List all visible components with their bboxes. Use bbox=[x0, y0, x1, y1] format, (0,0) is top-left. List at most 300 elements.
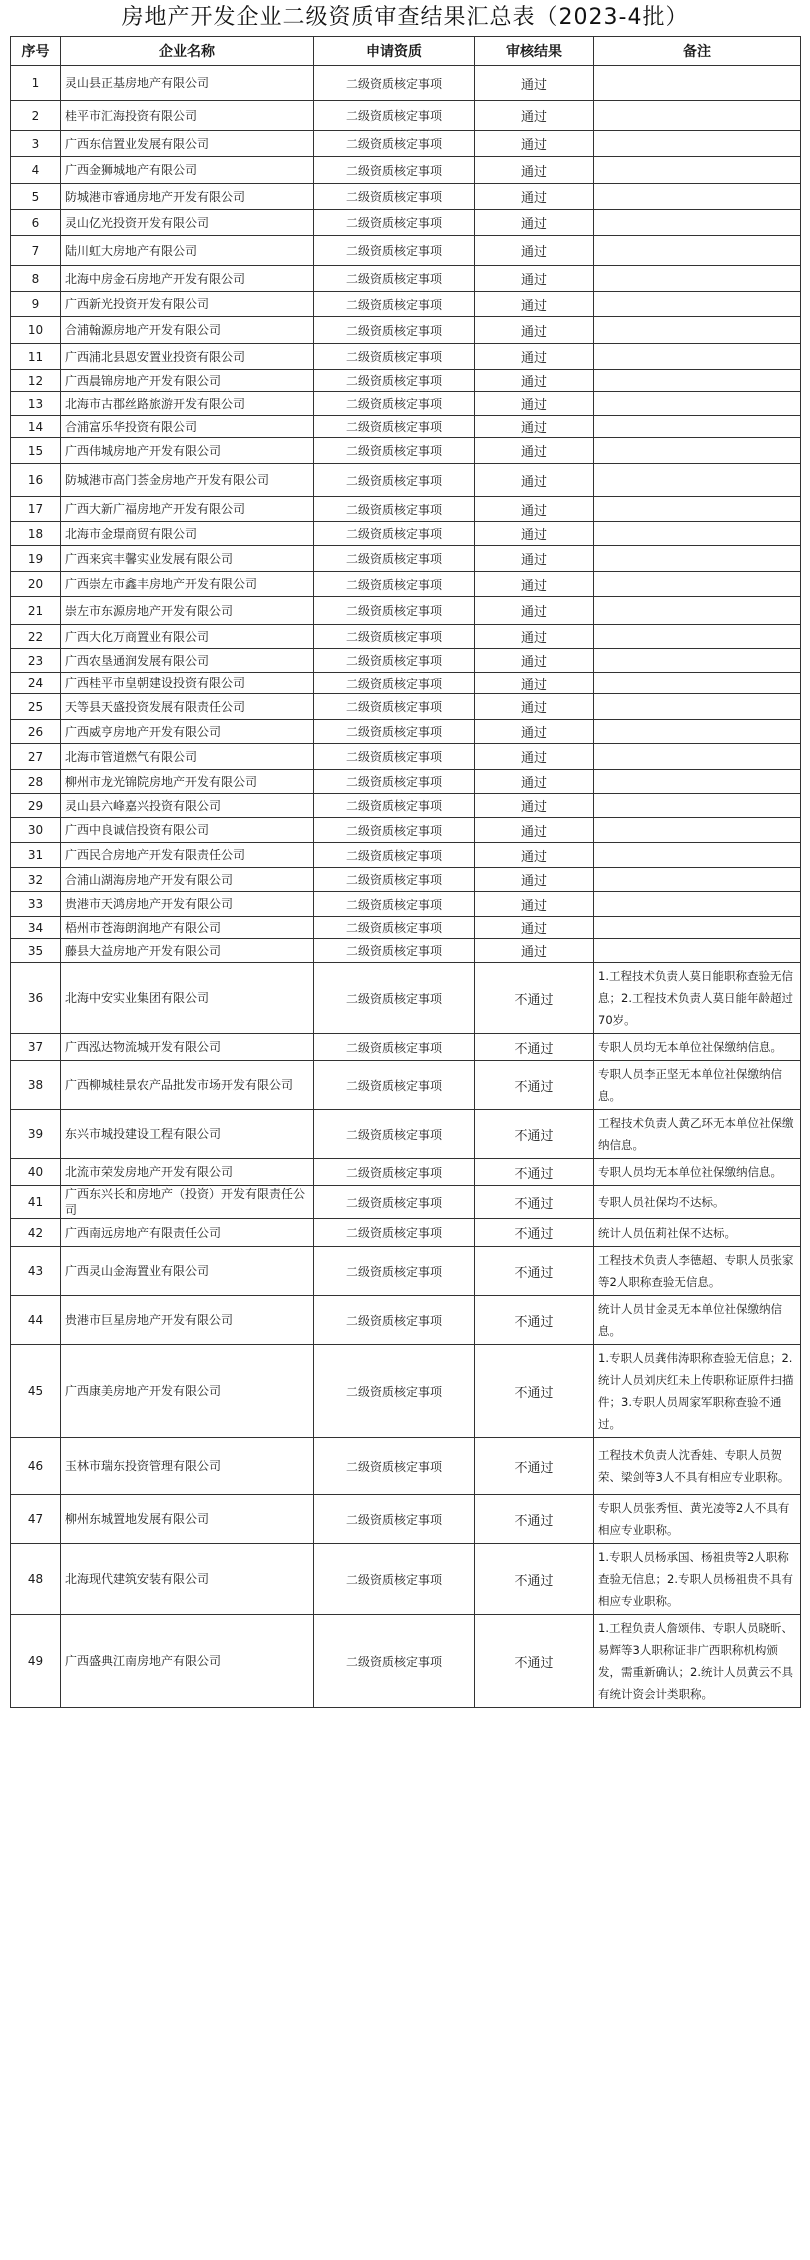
row-remarks bbox=[594, 416, 801, 438]
row-company-name: 广西金狮城地产有限公司 bbox=[61, 157, 314, 184]
row-qualification: 二级资质核定事项 bbox=[314, 1296, 475, 1345]
row-remarks bbox=[594, 720, 801, 744]
row-seq: 16 bbox=[11, 464, 61, 497]
row-remarks: 1.工程负责人詹颂伟、专职人员晓昕、易辉等3人职称证非广西职称机构颁发，需重新确认；2.统计人员黄云不具有统计资会计类职称。 bbox=[594, 1615, 801, 1708]
row-seq: 47 bbox=[11, 1495, 61, 1544]
row-qualification: 二级资质核定事项 bbox=[314, 292, 475, 317]
row-company-name: 防城港市高门荟金房地产开发有限公司 bbox=[61, 464, 314, 497]
row-remarks bbox=[594, 101, 801, 131]
row-seq: 35 bbox=[11, 939, 61, 963]
table-row bbox=[11, 1495, 801, 1544]
row-review-result: 通过 bbox=[475, 438, 594, 464]
row-company-name: 广西桂平市皇朝建设投资有限公司 bbox=[61, 673, 314, 694]
row-seq: 45 bbox=[11, 1345, 61, 1438]
row-qualification: 二级资质核定事项 bbox=[314, 572, 475, 597]
row-company-name: 广西新光投资开发有限公司 bbox=[61, 292, 314, 317]
results-table bbox=[10, 36, 801, 1708]
row-remarks bbox=[594, 266, 801, 292]
row-seq: 25 bbox=[11, 694, 61, 720]
row-qualification: 二级资质核定事项 bbox=[314, 1219, 475, 1247]
row-remarks: 专职人员李正坚无本单位社保缴纳信息。 bbox=[594, 1061, 801, 1110]
row-review-result: 不通过 bbox=[475, 1186, 594, 1219]
row-company-name: 贵港市天鸿房地产开发有限公司 bbox=[61, 892, 314, 917]
table-row bbox=[11, 101, 801, 131]
row-company-name: 东兴市城投建设工程有限公司 bbox=[61, 1110, 314, 1159]
row-seq: 33 bbox=[11, 892, 61, 917]
row-company-name: 桂平市汇海投资有限公司 bbox=[61, 101, 314, 131]
row-company-name: 灵山亿光投资开发有限公司 bbox=[61, 210, 314, 236]
row-company-name: 灵山县正基房地产有限公司 bbox=[61, 66, 314, 101]
table-row bbox=[11, 1296, 801, 1345]
row-seq: 4 bbox=[11, 157, 61, 184]
row-remarks: 专职人员均无本单位社保缴纳信息。 bbox=[594, 1034, 801, 1061]
row-remarks bbox=[594, 597, 801, 625]
row-seq: 31 bbox=[11, 843, 61, 868]
row-review-result: 通过 bbox=[475, 416, 594, 438]
row-remarks bbox=[594, 184, 801, 210]
row-seq: 21 bbox=[11, 597, 61, 625]
row-seq: 43 bbox=[11, 1247, 61, 1296]
table-row bbox=[11, 770, 801, 794]
table-row bbox=[11, 317, 801, 344]
row-qualification: 二级资质核定事项 bbox=[314, 131, 475, 157]
table-row bbox=[11, 744, 801, 770]
row-qualification: 二级资质核定事项 bbox=[314, 184, 475, 210]
row-review-result: 通过 bbox=[475, 344, 594, 370]
row-remarks bbox=[594, 317, 801, 344]
row-seq: 14 bbox=[11, 416, 61, 438]
row-company-name: 梧州市苍海朗润地产有限公司 bbox=[61, 917, 314, 939]
row-remarks bbox=[594, 370, 801, 392]
row-company-name: 防城港市睿通房地产开发有限公司 bbox=[61, 184, 314, 210]
row-remarks bbox=[594, 917, 801, 939]
row-remarks bbox=[594, 649, 801, 673]
row-company-name: 贵港市巨星房地产开发有限公司 bbox=[61, 1296, 314, 1345]
row-seq: 10 bbox=[11, 317, 61, 344]
row-review-result: 通过 bbox=[475, 292, 594, 317]
row-review-result: 不通过 bbox=[475, 963, 594, 1034]
row-company-name: 北海中房金石房地产开发有限公司 bbox=[61, 266, 314, 292]
row-seq: 38 bbox=[11, 1061, 61, 1110]
table-row bbox=[11, 818, 801, 843]
row-company-name: 广西大新广福房地产开发有限公司 bbox=[61, 497, 314, 522]
row-qualification: 二级资质核定事项 bbox=[314, 101, 475, 131]
row-qualification: 二级资质核定事项 bbox=[314, 1247, 475, 1296]
row-review-result: 通过 bbox=[475, 157, 594, 184]
row-review-result: 通过 bbox=[475, 497, 594, 522]
row-remarks: 1.专职人员龚伟涛职称查验无信息；2.统计人员刘庆红未上传职称证原件扫描件；3.专职人员周家军职称查验不通过。 bbox=[594, 1345, 801, 1438]
row-remarks bbox=[594, 818, 801, 843]
row-review-result: 通过 bbox=[475, 101, 594, 131]
row-company-name: 广西中良诚信投资有限公司 bbox=[61, 818, 314, 843]
row-remarks: 专职人员均无本单位社保缴纳信息。 bbox=[594, 1159, 801, 1186]
row-company-name: 广西民合房地产开发有限责任公司 bbox=[61, 843, 314, 868]
row-review-result: 通过 bbox=[475, 744, 594, 770]
row-review-result: 不通过 bbox=[475, 1159, 594, 1186]
table-row bbox=[11, 892, 801, 917]
row-company-name: 北海中安实业集团有限公司 bbox=[61, 963, 314, 1034]
table-row bbox=[11, 131, 801, 157]
header-review-result: 审核结果 bbox=[475, 37, 594, 66]
table-row bbox=[11, 794, 801, 818]
row-company-name: 陆川虹大房地产有限公司 bbox=[61, 236, 314, 266]
row-qualification: 二级资质核定事项 bbox=[314, 522, 475, 546]
row-qualification: 二级资质核定事项 bbox=[314, 1159, 475, 1186]
row-qualification: 二级资质核定事项 bbox=[314, 1544, 475, 1615]
row-qualification: 二级资质核定事项 bbox=[314, 1345, 475, 1438]
table-row bbox=[11, 157, 801, 184]
row-qualification: 二级资质核定事项 bbox=[314, 236, 475, 266]
table-row bbox=[11, 497, 801, 522]
row-company-name: 北海现代建筑安装有限公司 bbox=[61, 1544, 314, 1615]
table-row bbox=[11, 344, 801, 370]
row-company-name: 广西灵山金海置业有限公司 bbox=[61, 1247, 314, 1296]
row-review-result: 通过 bbox=[475, 370, 594, 392]
table-row bbox=[11, 917, 801, 939]
row-qualification: 二级资质核定事项 bbox=[314, 392, 475, 416]
table-row bbox=[11, 1544, 801, 1615]
table-row bbox=[11, 1034, 801, 1061]
table-row bbox=[11, 522, 801, 546]
row-seq: 41 bbox=[11, 1186, 61, 1219]
row-remarks bbox=[594, 66, 801, 101]
row-company-name: 合浦山湖海房地产开发有限公司 bbox=[61, 868, 314, 892]
row-remarks bbox=[594, 868, 801, 892]
row-seq: 18 bbox=[11, 522, 61, 546]
row-qualification: 二级资质核定事项 bbox=[314, 1110, 475, 1159]
row-remarks bbox=[594, 744, 801, 770]
row-review-result: 通过 bbox=[475, 794, 594, 818]
row-review-result: 通过 bbox=[475, 66, 594, 101]
row-review-result: 通过 bbox=[475, 522, 594, 546]
row-company-name: 灵山县六峰嘉兴投资有限公司 bbox=[61, 794, 314, 818]
row-review-result: 通过 bbox=[475, 572, 594, 597]
row-seq: 48 bbox=[11, 1544, 61, 1615]
row-company-name: 广西东信置业发展有限公司 bbox=[61, 131, 314, 157]
row-seq: 27 bbox=[11, 744, 61, 770]
row-seq: 32 bbox=[11, 868, 61, 892]
row-review-result: 通过 bbox=[475, 892, 594, 917]
row-company-name: 合浦翰源房地产开发有限公司 bbox=[61, 317, 314, 344]
row-qualification: 二级资质核定事项 bbox=[314, 416, 475, 438]
row-seq: 29 bbox=[11, 794, 61, 818]
row-company-name: 广西来宾丰馨实业发展有限公司 bbox=[61, 546, 314, 572]
row-qualification: 二级资质核定事项 bbox=[314, 917, 475, 939]
table-row bbox=[11, 464, 801, 497]
row-review-result: 通过 bbox=[475, 464, 594, 497]
row-qualification: 二级资质核定事项 bbox=[314, 464, 475, 497]
row-qualification: 二级资质核定事项 bbox=[314, 1495, 475, 1544]
row-seq: 8 bbox=[11, 266, 61, 292]
table-row bbox=[11, 438, 801, 464]
row-seq: 19 bbox=[11, 546, 61, 572]
row-remarks bbox=[594, 131, 801, 157]
table-row bbox=[11, 939, 801, 963]
table-row bbox=[11, 1345, 801, 1438]
table-row bbox=[11, 370, 801, 392]
row-company-name: 柳州市龙光锦院房地产开发有限公司 bbox=[61, 770, 314, 794]
row-seq: 23 bbox=[11, 649, 61, 673]
table-row bbox=[11, 1186, 801, 1219]
row-company-name: 广西晨锦房地产开发有限公司 bbox=[61, 370, 314, 392]
row-seq: 39 bbox=[11, 1110, 61, 1159]
row-qualification: 二级资质核定事项 bbox=[314, 770, 475, 794]
row-remarks bbox=[594, 843, 801, 868]
row-seq: 49 bbox=[11, 1615, 61, 1708]
table-row bbox=[11, 266, 801, 292]
row-remarks: 工程技术负责人沈香娃、专职人员贺荣、梁剑等3人不具有相应专业职称。 bbox=[594, 1438, 801, 1495]
row-remarks bbox=[594, 794, 801, 818]
row-company-name: 广西农垦通润发展有限公司 bbox=[61, 649, 314, 673]
row-review-result: 通过 bbox=[475, 843, 594, 868]
header-remarks: 备注 bbox=[594, 37, 801, 66]
row-review-result: 通过 bbox=[475, 131, 594, 157]
table-row bbox=[11, 292, 801, 317]
row-remarks bbox=[594, 546, 801, 572]
table-row bbox=[11, 416, 801, 438]
row-qualification: 二级资质核定事项 bbox=[314, 694, 475, 720]
row-company-name: 崇左市东源房地产开发有限公司 bbox=[61, 597, 314, 625]
row-review-result: 通过 bbox=[475, 392, 594, 416]
row-company-name: 柳州东城置地发展有限公司 bbox=[61, 1495, 314, 1544]
row-seq: 20 bbox=[11, 572, 61, 597]
row-review-result: 通过 bbox=[475, 818, 594, 843]
row-qualification: 二级资质核定事项 bbox=[314, 317, 475, 344]
table-row bbox=[11, 236, 801, 266]
row-review-result: 不通过 bbox=[475, 1296, 594, 1345]
row-remarks bbox=[594, 625, 801, 649]
row-qualification: 二级资质核定事项 bbox=[314, 794, 475, 818]
row-review-result: 通过 bbox=[475, 939, 594, 963]
table-row bbox=[11, 843, 801, 868]
row-company-name: 北流市荣发房地产开发有限公司 bbox=[61, 1159, 314, 1186]
row-seq: 40 bbox=[11, 1159, 61, 1186]
row-remarks bbox=[594, 210, 801, 236]
row-company-name: 广西泓达物流城开发有限公司 bbox=[61, 1034, 314, 1061]
table-header-row bbox=[11, 37, 801, 66]
row-company-name: 广西柳城桂景农产品批发市场开发有限公司 bbox=[61, 1061, 314, 1110]
document-title: 房地产开发企业二级资质审查结果汇总表（2023-4批） bbox=[121, 5, 689, 30]
row-review-result: 通过 bbox=[475, 210, 594, 236]
row-qualification: 二级资质核定事项 bbox=[314, 963, 475, 1034]
row-review-result: 通过 bbox=[475, 597, 594, 625]
row-seq: 2 bbox=[11, 101, 61, 131]
row-qualification: 二级资质核定事项 bbox=[314, 720, 475, 744]
row-review-result: 通过 bbox=[475, 184, 594, 210]
row-company-name: 广西南远房地产有限责任公司 bbox=[61, 1219, 314, 1247]
row-qualification: 二级资质核定事项 bbox=[314, 210, 475, 236]
row-company-name: 天等县天盛投资发展有限责任公司 bbox=[61, 694, 314, 720]
row-review-result: 不通过 bbox=[475, 1345, 594, 1438]
table-row bbox=[11, 392, 801, 416]
row-qualification: 二级资质核定事项 bbox=[314, 546, 475, 572]
row-seq: 13 bbox=[11, 392, 61, 416]
row-company-name: 广西盛典江南房地产有限公司 bbox=[61, 1615, 314, 1708]
row-qualification: 二级资质核定事项 bbox=[314, 344, 475, 370]
row-remarks bbox=[594, 892, 801, 917]
row-remarks bbox=[594, 694, 801, 720]
row-seq: 26 bbox=[11, 720, 61, 744]
row-seq: 9 bbox=[11, 292, 61, 317]
row-review-result: 通过 bbox=[475, 625, 594, 649]
table-row bbox=[11, 694, 801, 720]
row-qualification: 二级资质核定事项 bbox=[314, 673, 475, 694]
row-qualification: 二级资质核定事项 bbox=[314, 438, 475, 464]
table-row bbox=[11, 625, 801, 649]
row-qualification: 二级资质核定事项 bbox=[314, 66, 475, 101]
row-seq: 11 bbox=[11, 344, 61, 370]
table-row bbox=[11, 1438, 801, 1495]
row-seq: 15 bbox=[11, 438, 61, 464]
table-row bbox=[11, 720, 801, 744]
row-review-result: 通过 bbox=[475, 917, 594, 939]
row-company-name: 北海市古郡丝路旅游开发有限公司 bbox=[61, 392, 314, 416]
row-remarks: 工程技术负责人李德超、专职人员张家等2人职称查验无信息。 bbox=[594, 1247, 801, 1296]
row-review-result: 通过 bbox=[475, 266, 594, 292]
table-row bbox=[11, 546, 801, 572]
row-company-name: 藤县大益房地产开发有限公司 bbox=[61, 939, 314, 963]
row-seq: 12 bbox=[11, 370, 61, 392]
row-qualification: 二级资质核定事项 bbox=[314, 597, 475, 625]
row-seq: 28 bbox=[11, 770, 61, 794]
row-seq: 6 bbox=[11, 210, 61, 236]
row-seq: 30 bbox=[11, 818, 61, 843]
row-qualification: 二级资质核定事项 bbox=[314, 1061, 475, 1110]
table-row bbox=[11, 1219, 801, 1247]
row-company-name: 广西大化万商置业有限公司 bbox=[61, 625, 314, 649]
row-review-result: 通过 bbox=[475, 649, 594, 673]
row-qualification: 二级资质核定事项 bbox=[314, 157, 475, 184]
row-remarks bbox=[594, 673, 801, 694]
row-qualification: 二级资质核定事项 bbox=[314, 892, 475, 917]
table-row bbox=[11, 66, 801, 101]
row-remarks bbox=[594, 344, 801, 370]
row-review-result: 通过 bbox=[475, 694, 594, 720]
row-remarks bbox=[594, 572, 801, 597]
row-review-result: 不通过 bbox=[475, 1034, 594, 1061]
row-remarks: 专职人员社保均不达标。 bbox=[594, 1186, 801, 1219]
header-qualification: 申请资质 bbox=[314, 37, 475, 66]
row-remarks: 统计人员甘金灵无本单位社保缴纳信息。 bbox=[594, 1296, 801, 1345]
table-row bbox=[11, 1159, 801, 1186]
row-seq: 37 bbox=[11, 1034, 61, 1061]
row-company-name: 广西浦北县恩安置业投资有限公司 bbox=[61, 344, 314, 370]
row-qualification: 二级资质核定事项 bbox=[314, 1438, 475, 1495]
row-qualification: 二级资质核定事项 bbox=[314, 939, 475, 963]
row-seq: 36 bbox=[11, 963, 61, 1034]
row-remarks bbox=[594, 770, 801, 794]
row-seq: 17 bbox=[11, 497, 61, 522]
row-seq: 46 bbox=[11, 1438, 61, 1495]
table-row bbox=[11, 963, 801, 1034]
table-row bbox=[11, 184, 801, 210]
row-company-name: 合浦富乐华投资有限公司 bbox=[61, 416, 314, 438]
row-review-result: 不通过 bbox=[475, 1544, 594, 1615]
row-seq: 3 bbox=[11, 131, 61, 157]
row-review-result: 不通过 bbox=[475, 1495, 594, 1544]
row-company-name: 广西威亨房地产开发有限公司 bbox=[61, 720, 314, 744]
row-seq: 34 bbox=[11, 917, 61, 939]
row-company-name: 玉林市瑞东投资管理有限公司 bbox=[61, 1438, 314, 1495]
row-review-result: 通过 bbox=[475, 236, 594, 266]
row-remarks bbox=[594, 464, 801, 497]
row-review-result: 不通过 bbox=[475, 1061, 594, 1110]
row-qualification: 二级资质核定事项 bbox=[314, 1034, 475, 1061]
table-body bbox=[11, 66, 801, 1708]
row-company-name: 广西康美房地产开发有限公司 bbox=[61, 1345, 314, 1438]
row-remarks bbox=[594, 392, 801, 416]
row-qualification: 二级资质核定事项 bbox=[314, 1615, 475, 1708]
row-remarks bbox=[594, 438, 801, 464]
table-row bbox=[11, 868, 801, 892]
row-seq: 1 bbox=[11, 66, 61, 101]
table-row bbox=[11, 1110, 801, 1159]
row-remarks: 1.工程技术负责人莫日能职称查验无信息；2.工程技术负责人莫日能年龄超过70岁。 bbox=[594, 963, 801, 1034]
row-remarks: 工程技术负责人黄乙环无本单位社保缴纳信息。 bbox=[594, 1110, 801, 1159]
row-review-result: 不通过 bbox=[475, 1219, 594, 1247]
table-row bbox=[11, 597, 801, 625]
row-remarks bbox=[594, 522, 801, 546]
row-company-name: 广西伟城房地产开发有限公司 bbox=[61, 438, 314, 464]
row-review-result: 不通过 bbox=[475, 1247, 594, 1296]
row-qualification: 二级资质核定事项 bbox=[314, 1186, 475, 1219]
row-qualification: 二级资质核定事项 bbox=[314, 649, 475, 673]
row-seq: 24 bbox=[11, 673, 61, 694]
row-qualification: 二级资质核定事项 bbox=[314, 497, 475, 522]
row-review-result: 不通过 bbox=[475, 1438, 594, 1495]
row-company-name: 广西东兴长和房地产（投资）开发有限责任公司 bbox=[61, 1186, 314, 1219]
row-qualification: 二级资质核定事项 bbox=[314, 744, 475, 770]
row-remarks bbox=[594, 157, 801, 184]
row-review-result: 通过 bbox=[475, 720, 594, 744]
row-qualification: 二级资质核定事项 bbox=[314, 868, 475, 892]
row-review-result: 通过 bbox=[475, 546, 594, 572]
table-row bbox=[11, 210, 801, 236]
row-remarks bbox=[594, 292, 801, 317]
row-remarks bbox=[594, 236, 801, 266]
row-seq: 7 bbox=[11, 236, 61, 266]
row-qualification: 二级资质核定事项 bbox=[314, 370, 475, 392]
row-remarks: 专职人员张秀恒、黄光凌等2人不具有相应专业职称。 bbox=[594, 1495, 801, 1544]
row-qualification: 二级资质核定事项 bbox=[314, 818, 475, 843]
table-row bbox=[11, 1061, 801, 1110]
row-seq: 44 bbox=[11, 1296, 61, 1345]
row-review-result: 不通过 bbox=[475, 1615, 594, 1708]
row-seq: 5 bbox=[11, 184, 61, 210]
row-qualification: 二级资质核定事项 bbox=[314, 843, 475, 868]
row-seq: 42 bbox=[11, 1219, 61, 1247]
table-row bbox=[11, 649, 801, 673]
row-remarks: 统计人员伍莉社保不达标。 bbox=[594, 1219, 801, 1247]
header-seq: 序号 bbox=[11, 37, 61, 66]
table-row bbox=[11, 1615, 801, 1708]
row-review-result: 通过 bbox=[475, 770, 594, 794]
row-company-name: 广西崇左市鑫丰房地产开发有限公司 bbox=[61, 572, 314, 597]
row-remarks bbox=[594, 497, 801, 522]
row-review-result: 通过 bbox=[475, 317, 594, 344]
row-review-result: 通过 bbox=[475, 673, 594, 694]
row-qualification: 二级资质核定事项 bbox=[314, 266, 475, 292]
row-seq: 22 bbox=[11, 625, 61, 649]
row-qualification: 二级资质核定事项 bbox=[314, 625, 475, 649]
table-row bbox=[11, 572, 801, 597]
row-remarks: 1.专职人员杨承国、杨祖贵等2人职称查验无信息；2.专职人员杨祖贵不具有相应专业职称。 bbox=[594, 1544, 801, 1615]
row-company-name: 北海市金璟商贸有限公司 bbox=[61, 522, 314, 546]
row-review-result: 不通过 bbox=[475, 1110, 594, 1159]
row-review-result: 通过 bbox=[475, 868, 594, 892]
header-company-name: 企业名称 bbox=[61, 37, 314, 66]
row-remarks bbox=[594, 939, 801, 963]
